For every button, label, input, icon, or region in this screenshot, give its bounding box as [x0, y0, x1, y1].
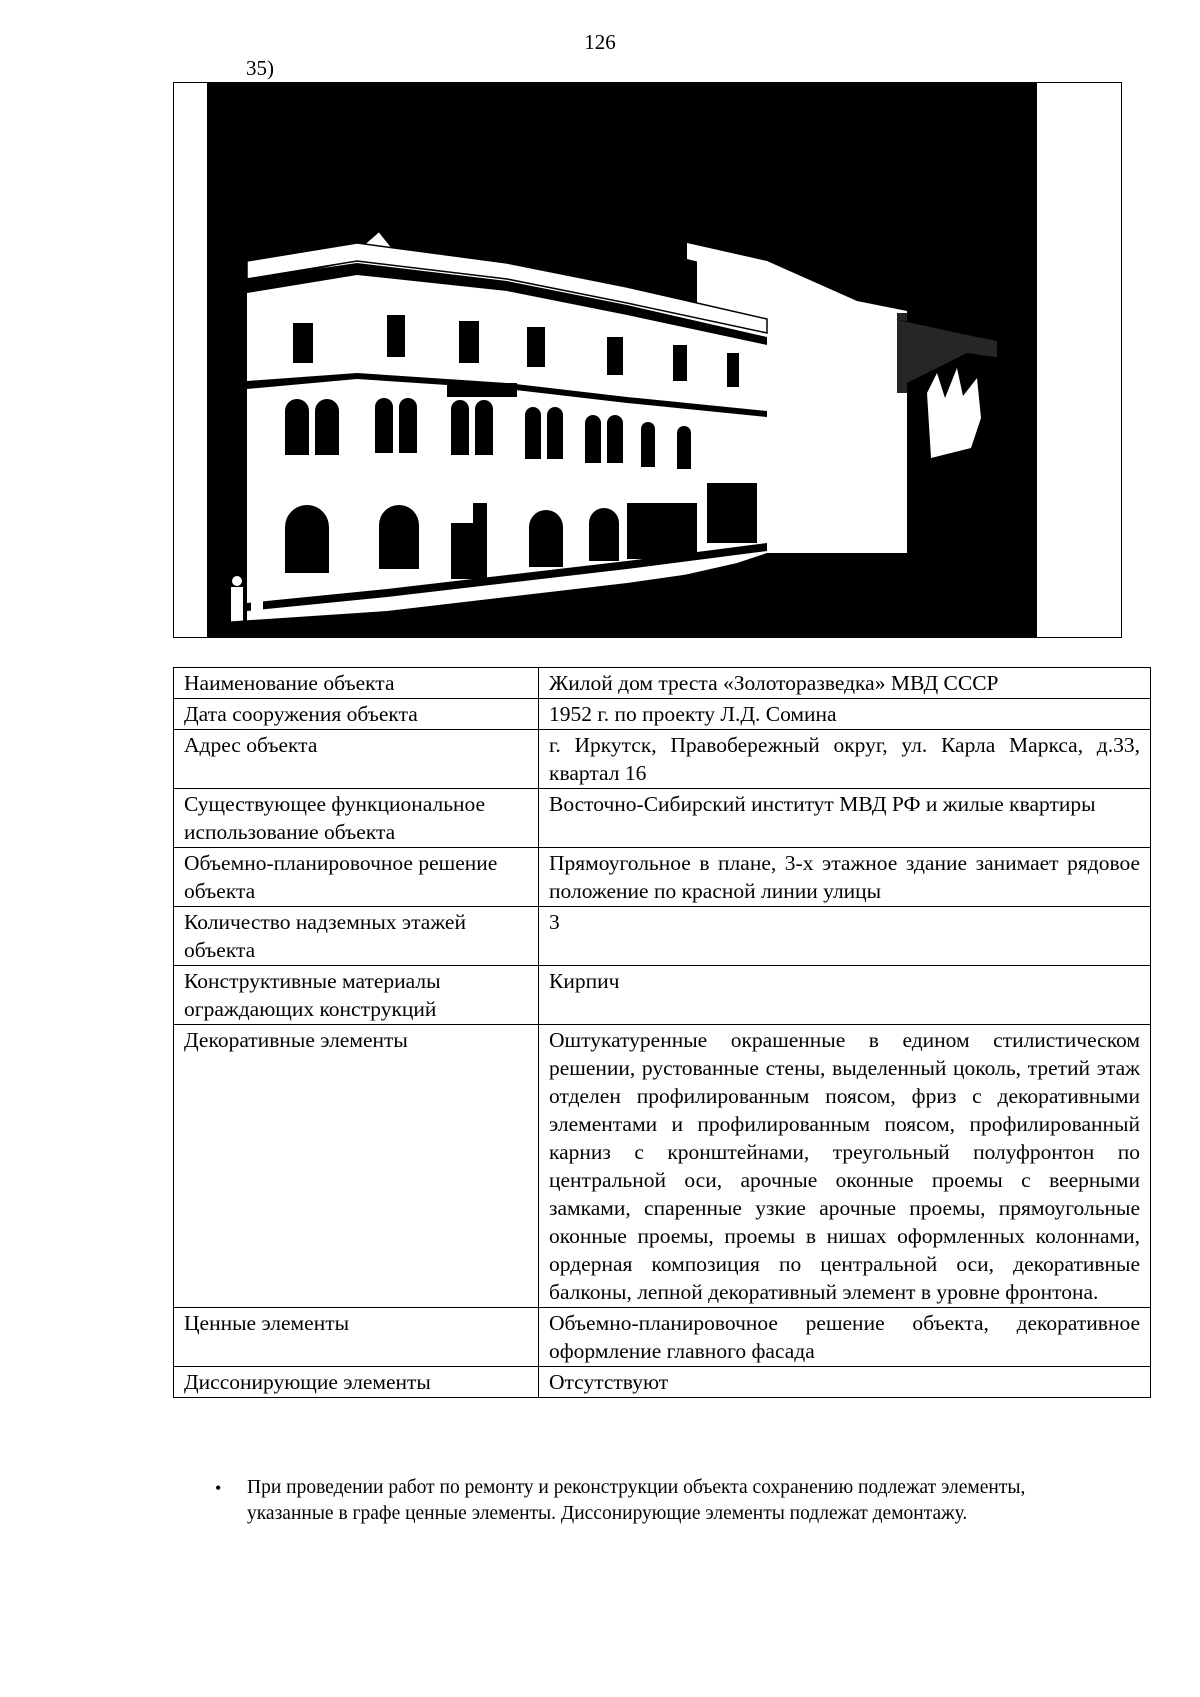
- figure-number: 35): [246, 56, 274, 80]
- object-passport-table: [173, 667, 1151, 1398]
- row-value: Оштукатуренные окрашенные в едином стилистическом решении, рустованные стены, выделенный цоколь, третий этаж отделен профилированным поясом, фриз с декоративными элементами и профилированным поясом, профилированный карниз с кронштейнами, треугольный полуфронтон по центральной оси, арочные оконные проемы с веерными замками, спаренные узкие арочные проемы, прямоугольные оконные проемы, проемы в нишах оформленных колоннами, ордерная композиция по центральной оси, декоративные балконы, лепной декоративный элемент в уровне фронтона.: [539, 1025, 1151, 1308]
- note-item: [215, 1475, 1095, 1527]
- table-row: [174, 1367, 1151, 1398]
- row-value: Кирпич: [539, 966, 1151, 1025]
- table-row: [174, 668, 1151, 699]
- page-number: 126: [584, 30, 616, 54]
- building-photo: [207, 83, 1037, 637]
- photo-frame: [173, 82, 1122, 638]
- row-label: Адрес объекта: [174, 730, 539, 789]
- table-row: [174, 848, 1151, 907]
- table-body: [174, 668, 1151, 1398]
- row-value: г. Иркутск, Правобережный округ, ул. Карла Маркса, д.33, квартал 16: [539, 730, 1151, 789]
- balcony: [447, 383, 517, 397]
- notes-list: [215, 1475, 1095, 1527]
- table-row: [174, 730, 1151, 789]
- row-value: 3: [539, 907, 1151, 966]
- note-text: При проведении работ по ремонту и реконструкции объекта сохранению подлежат элементы, указанные в графе ценные элементы. Диссонирующие элементы подлежат демонтажу.: [247, 1477, 1026, 1524]
- row-label: Конструктивные материалы ограждающих конструкций: [174, 966, 539, 1025]
- row-label: Декоративные элементы: [174, 1025, 539, 1308]
- row-label: Ценные элементы: [174, 1308, 539, 1367]
- row-value: Жилой дом треста «Золоторазведка» МВД СССР: [539, 668, 1151, 699]
- table-row: [174, 1308, 1151, 1367]
- row-value: Отсутствуют: [539, 1367, 1151, 1398]
- table-row: [174, 1025, 1151, 1308]
- table-row: [174, 699, 1151, 730]
- table-row: [174, 789, 1151, 848]
- row-value: Прямоугольное в плане, 3-х этажное здание занимает рядовое положение по красной линии улицы: [539, 848, 1151, 907]
- row-label: Дата сооружения объекта: [174, 699, 539, 730]
- row-label: Объемно-планировочное решение объекта: [174, 848, 539, 907]
- row-label: Количество надземных этажей объекта: [174, 907, 539, 966]
- row-label: Существующее функциональное использование объекта: [174, 789, 539, 848]
- row-label: Наименование объекта: [174, 668, 539, 699]
- row-value: 1952 г. по проекту Л.Д. Сомина: [539, 699, 1151, 730]
- tree: [907, 353, 1037, 553]
- table-row: [174, 966, 1151, 1025]
- bullet-icon: •: [215, 1478, 222, 1498]
- table-row: [174, 907, 1151, 966]
- row-label: Диссонирующие элементы: [174, 1367, 539, 1398]
- row-value: Объемно-планировочное решение объекта, декоративное оформление главного фасада: [539, 1308, 1151, 1367]
- row-value: Восточно-Сибирский институт МВД РФ и жилые квартиры: [539, 789, 1151, 848]
